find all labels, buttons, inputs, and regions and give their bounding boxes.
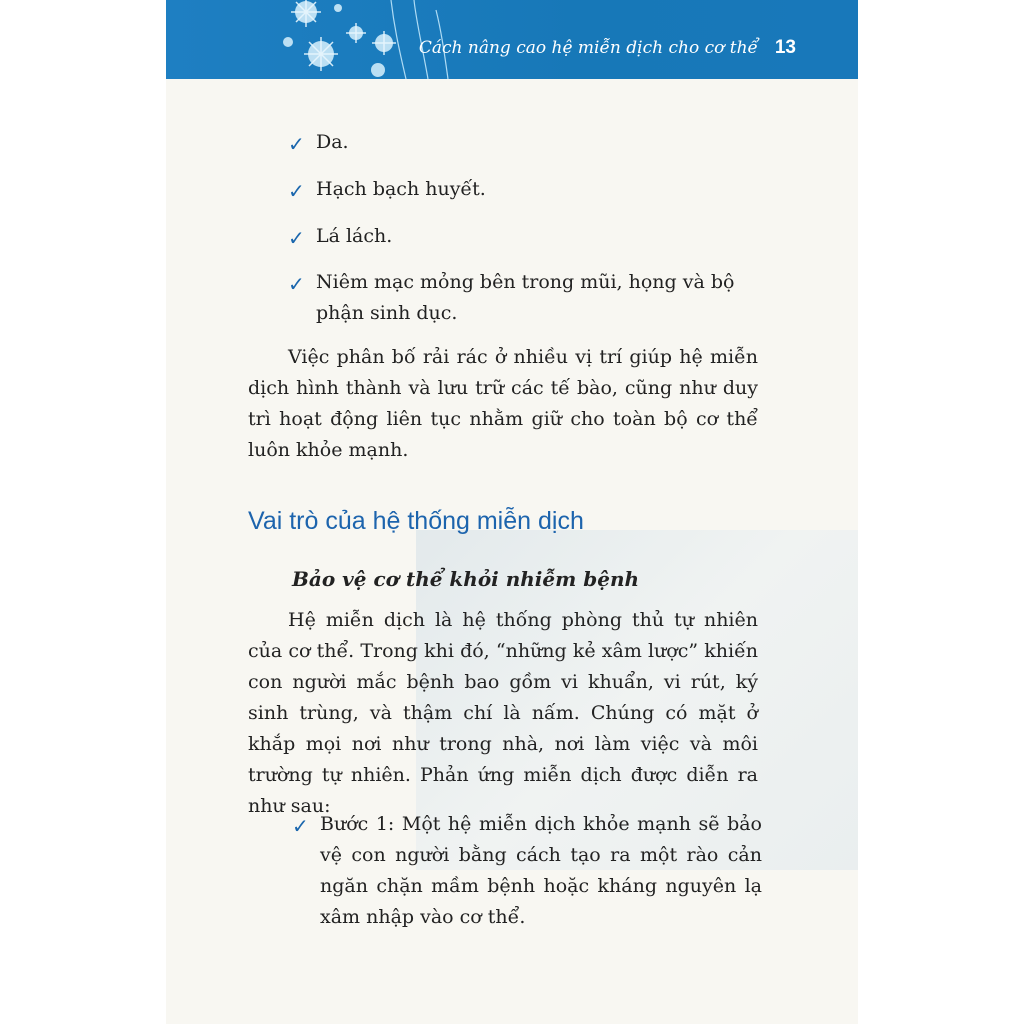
checkmark-icon: ✓ xyxy=(288,272,305,296)
list-item xyxy=(288,127,758,158)
checkmark-icon: ✓ xyxy=(288,132,305,156)
running-head: Cách nâng cao hệ miễn dịch cho cơ thể xyxy=(418,38,758,58)
list-item-text: Lá lách. xyxy=(316,225,393,247)
checkmark-icon: ✓ xyxy=(288,179,305,203)
section-title: Vai trò của hệ thống miễn dịch xyxy=(248,507,584,535)
page-header xyxy=(166,0,858,79)
subheading: Bảo vệ cơ thể khỏi nhiễm bệnh xyxy=(292,567,640,591)
list-item xyxy=(288,267,735,329)
list-item-text: Niêm mạc mỏng bên trong mũi, họng và bộ phận sinh dục. xyxy=(316,271,735,324)
checkmark-icon: ✓ xyxy=(292,814,309,838)
list-item-text: Hạch bạch huyết. xyxy=(316,178,486,200)
list-item xyxy=(292,809,762,933)
book-page xyxy=(166,0,858,1024)
list-item-text: Bước 1: Một hệ miễn dịch khỏe mạnh sẽ bảo vệ con người bằng cách tạo ra một rào cản ngăn chặn mầm bệnh hoặc kháng nguyên lạ xâm nhập vào cơ thể. xyxy=(320,813,762,928)
page-number: 13 xyxy=(774,37,796,58)
body-paragraph: Hệ miễn dịch là hệ thống phòng thủ tự nhiên của cơ thể. Trong khi đó, “những kẻ xâm lược” khiến con người mắc bệnh bao gồm vi khuẩn, vi rút, ký sinh trùng, và thậm chí là nấm. Chúng có mặt ở khắp mọi nơi như trong nhà, nơi làm việc và môi trường tự nhiên. Phản ứng miễn dịch được diễn ra như sau: xyxy=(248,609,758,817)
checkmark-icon: ✓ xyxy=(288,226,305,250)
list-item xyxy=(288,221,758,252)
list-item-text: Da. xyxy=(316,131,349,153)
list-item xyxy=(288,174,758,205)
body-paragraph: Việc phân bố rải rác ở nhiều vị trí giúp hệ miễn dịch hình thành và lưu trữ các tế bào, cũng như duy trì hoạt động liên tục nhằm giữ cho toàn bộ cơ thể luôn khỏe mạnh. xyxy=(248,346,758,461)
